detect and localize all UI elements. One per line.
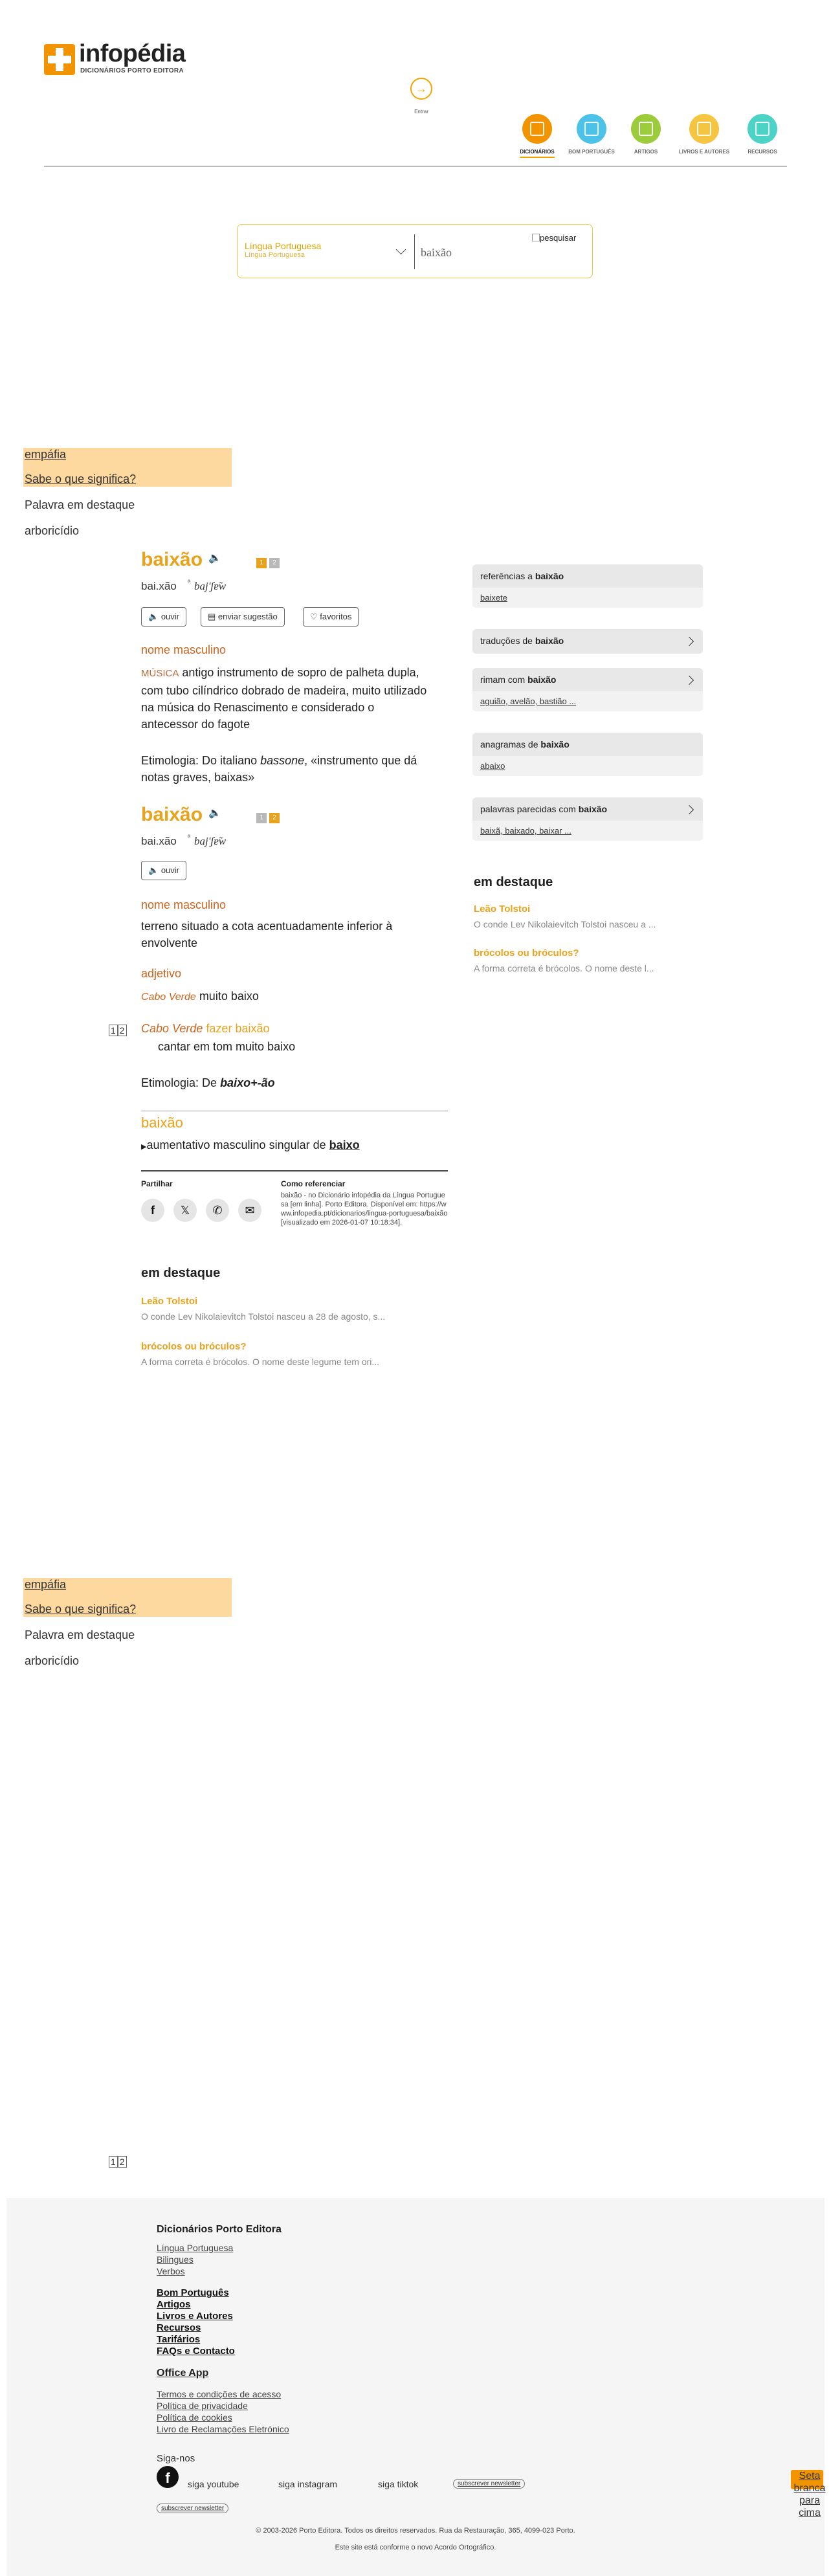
domain-label: MÚSICA [141, 668, 179, 679]
page-2[interactable]: 2 [118, 1025, 127, 1036]
nav-bom-portugues[interactable] [560, 114, 623, 155]
similar-words-panel[interactable] [472, 797, 703, 841]
panel-prefix: traduções de [480, 636, 535, 646]
sidebar-item-palavra[interactable]: Palavra em destaque [25, 1628, 135, 1641]
translations-panel[interactable] [472, 629, 703, 654]
youtube-link[interactable]: siga youtube [188, 2479, 239, 2489]
share-title: Partilhar [141, 1179, 173, 1188]
definition: terreno situado a cota acentuadamente inferior à envolvente [141, 920, 393, 949]
entry-badge[interactable]: 1 [256, 558, 267, 568]
inflection [141, 1137, 360, 1155]
page-2[interactable]: 2 [118, 2156, 127, 2168]
x-twitter-icon[interactable]: 𝕏 [173, 1199, 197, 1222]
footer-link[interactable]: Verbos [157, 2266, 185, 2276]
header-divider [44, 166, 787, 167]
cite-title: Como referenciar [281, 1179, 346, 1188]
footer [6, 2198, 825, 2576]
logo-mark[interactable] [44, 44, 75, 75]
etym-word: baixo+-ão [220, 1076, 275, 1089]
footer-link[interactable]: Bilingues [157, 2254, 194, 2265]
featured-item-title[interactable]: Leão Tolstoi [141, 1296, 198, 1307]
syllables: bai.xão [141, 835, 177, 847]
definition-text: muito baixo [199, 990, 259, 1003]
panel-links[interactable]: baixã, baixado, baixar ... [472, 821, 703, 841]
nav-dicionarios[interactable] [506, 114, 568, 158]
panel-title [472, 629, 703, 652]
pron-marker: ª [188, 579, 191, 586]
page-1[interactable]: 1 [109, 2156, 118, 2168]
panel-link[interactable]: abaixo [472, 756, 703, 776]
etym-prefix: Etimologia: De [141, 1076, 221, 1089]
inflection-text: aumentativo masculino singular de [146, 1138, 329, 1151]
search-button-label: pesquisar [540, 233, 577, 243]
footer-link[interactable]: Bom Português [157, 2287, 229, 2298]
footer-link[interactable]: Tarifários [157, 2334, 201, 2345]
sidebar-item-empafia[interactable]: empáfia [25, 448, 67, 461]
nav-livros-autores[interactable] [673, 114, 735, 155]
book-icon [522, 114, 552, 144]
grammar-label: nome masculino [141, 643, 227, 656]
tiktok-link[interactable]: siga tiktok [378, 2479, 419, 2489]
books-icon [689, 114, 719, 144]
document-icon [631, 114, 661, 144]
divider [141, 1170, 448, 1171]
pagination [109, 2157, 127, 2168]
featured-item-title[interactable]: brócolos ou bróculos? [141, 1341, 247, 1352]
etymology [141, 752, 445, 786]
nav-label: ARTIGOS [634, 149, 658, 155]
phrase [141, 1020, 269, 1037]
featured-item-text: O conde Lev Nikolaievitch Tolstoi nasceu a ... [474, 919, 656, 929]
footer-link[interactable]: Política de privacidade [157, 2401, 248, 2411]
nav-recursos[interactable] [731, 114, 793, 155]
entry-badge[interactable]: 2 [269, 558, 280, 568]
footer-dict-links [157, 2242, 233, 2277]
sidebar-item-arboricidio[interactable]: arboricídio [25, 1654, 80, 1667]
featured-item-text: A forma correta é brócolos. O nome deste l... [474, 963, 654, 973]
featured-item-title[interactable]: Leão Tolstoi [474, 904, 531, 915]
panel-link[interactable]: baixete [472, 588, 703, 608]
speaker-icon: 🔈 [148, 865, 161, 875]
footer-link[interactable]: Livro de Reclamações Eletrónico [157, 2424, 289, 2434]
grammar-label: nome masculino [141, 898, 227, 911]
listen-button[interactable] [141, 861, 186, 880]
featured-item-title[interactable]: brócolos ou bróculos? [474, 948, 579, 959]
entry-title: baixão [141, 549, 203, 570]
etym-word: bassone [260, 754, 305, 767]
panel-title [472, 668, 703, 691]
entry-badge[interactable]: 2 [269, 813, 280, 823]
nav-artigos[interactable] [615, 114, 677, 155]
definition [141, 988, 259, 1006]
login-icon[interactable]: → [410, 78, 432, 100]
favorites-label: favoritos [320, 612, 352, 621]
nav-label: DICIONÁRIOS [520, 149, 554, 158]
footer-link[interactable]: Livros e Autores [157, 2311, 233, 2322]
panel-prefix: anagramas de [480, 739, 541, 749]
etymology [141, 1074, 275, 1091]
panel-word: baixão [535, 636, 564, 646]
suggest-button[interactable] [201, 607, 285, 627]
page-1[interactable]: 1 [109, 1025, 118, 1036]
panel-title [472, 564, 703, 588]
panel-word: baixão [578, 804, 608, 814]
syllables: bai.xão [141, 580, 177, 592]
panel-title [472, 733, 703, 756]
footer-main-links [157, 2287, 235, 2357]
speaker-icon[interactable]: 🔈 [208, 553, 221, 564]
nav-label: LIVROS E AUTORES [678, 149, 730, 155]
panel-word: baixão [535, 571, 564, 581]
nav-label: BOM PORTUGUÊS [568, 149, 615, 155]
pron-marker: ª [188, 834, 191, 841]
footer-link[interactable]: Política de cookies [157, 2412, 232, 2423]
inflection-link[interactable]: baixo [329, 1138, 360, 1151]
sidebar-item-sabe[interactable]: Sabe o que significa? [25, 1603, 137, 1616]
footer-legal-links [157, 2388, 289, 2435]
newsletter-button[interactable]: subscrever newsletter [453, 2479, 525, 2489]
whatsapp-icon[interactable]: ✆ [206, 1199, 229, 1222]
footer-link[interactable]: Recursos [157, 2322, 201, 2333]
back-to-top-label[interactable]: Seta branca para cima [793, 2471, 826, 2518]
rhymes-panel[interactable] [472, 668, 703, 711]
footer-heading: Dicionários Porto Editora [157, 2224, 282, 2235]
entry-badge[interactable]: 1 [256, 813, 267, 823]
listen-button[interactable] [141, 607, 186, 627]
listen-label: ouvir [161, 865, 179, 875]
favorites-button[interactable] [303, 607, 359, 627]
language-select-sub: Língua Portuguesa [245, 251, 305, 259]
triangle-icon: ▶ [141, 1143, 147, 1151]
newsletter-button-2[interactable]: subscrever newsletter [157, 2504, 228, 2513]
orthographic-agreement: Este site está conforme o novo Acordo Ortográfico. [335, 2544, 496, 2551]
etym-rest: , «instrumento que dá notas graves, baixas» [141, 754, 417, 784]
featured-title: em destaque [141, 1266, 221, 1280]
featured-item-text: A forma correta é brócolos. O nome deste legume tem ori... [141, 1357, 380, 1367]
footer-link[interactable]: Língua Portuguesa [157, 2243, 234, 2253]
search-separator [414, 234, 415, 269]
panel-title [472, 797, 703, 821]
pencil-icon [577, 114, 606, 144]
phrase-definition: cantar em tom muito baixo [158, 1040, 296, 1053]
featured-title: em destaque [474, 875, 553, 889]
facebook-icon[interactable]: f [141, 1199, 164, 1222]
pronunciation: baj'ʃɐ̃w [194, 580, 227, 592]
language-select[interactable]: Língua Portuguesa [245, 241, 322, 251]
etym-prefix: Etimologia: Do italiano [141, 754, 261, 767]
definition [141, 664, 428, 733]
suggest-label: enviar sugestão [217, 612, 278, 621]
office-app-link[interactable]: Office App [157, 2368, 209, 2379]
panel-prefix: referências a [480, 571, 535, 581]
instagram-link[interactable]: siga instagram [278, 2479, 338, 2489]
region-label: Cabo Verde [141, 1022, 203, 1035]
panel-word: baixão [527, 674, 557, 685]
broken-image-icon [532, 234, 540, 241]
login-label[interactable]: Entrar [414, 109, 428, 115]
pagination [109, 1025, 127, 1037]
speaker-icon[interactable]: 🔈 [208, 808, 221, 819]
cite-text: baixão - no Dicionário infopédia da Língua Portuguesa [em linha]. Porto Editora. Disponível em: https://www.infopedia.pt/dicionarios/lingua-portuguesa/baixão [visualizado em 2026-01-07 10:18:34]. [281, 1192, 448, 1227]
email-icon[interactable]: ✉ [238, 1199, 261, 1222]
panel-word: baixão [540, 739, 570, 749]
sidebar-item-empafia[interactable]: empáfia [25, 1578, 67, 1591]
logo-text[interactable]: infopédia [79, 40, 186, 67]
search-resource-icon [748, 114, 777, 144]
footer-link[interactable]: Termos e condições de acesso [157, 2389, 282, 2399]
sidebar-item-palavra[interactable]: Palavra em destaque [25, 498, 135, 511]
references-panel [472, 564, 703, 608]
sidebar-item-arboricidio[interactable]: arboricídio [25, 524, 80, 537]
region-label: Cabo Verde [141, 992, 196, 1003]
heart-icon: ♡ [310, 612, 320, 621]
phrase-text: fazer baixão [206, 1022, 270, 1035]
panel-prefix: palavras parecidas com [480, 804, 579, 814]
panel-links[interactable]: aguião, avelão, bastião ... [472, 691, 703, 711]
follow-label: Siga-nos [157, 2453, 195, 2464]
search-input[interactable] [419, 242, 532, 263]
logo-subtitle: DICIONÁRIOS PORTO EDITORA [80, 67, 184, 74]
search-button[interactable] [532, 233, 576, 243]
pronunciation: baj'ʃɐ̃w [194, 835, 227, 847]
grammar-label: adjetivo [141, 967, 182, 980]
footer-link[interactable]: FAQs e Contacto [157, 2346, 235, 2357]
facebook-icon[interactable]: f [157, 2466, 179, 2488]
entry-title: baixão [141, 1115, 183, 1131]
footer-link[interactable]: Artigos [157, 2299, 191, 2310]
panel-prefix: rimam com [480, 674, 528, 685]
sidebar-item-sabe[interactable]: Sabe o que significa? [25, 472, 137, 485]
anagrams-panel [472, 733, 703, 776]
speaker-icon: 🔈 [148, 612, 161, 621]
suggest-icon: ▤ [208, 612, 218, 621]
copyright: © 2003-2026 Porto Editora. Todos os direitos reservados. Rua da Restauração, 365, 4099-023 Porto. [256, 2527, 575, 2535]
entry-title: baixão [141, 804, 203, 825]
definition-text: antigo instrumento de sopro de palheta dupla, com tubo cilíndrico dobrado de madeira, muito utilizado na música do Renascimento e considerado o antecessor do fagote [141, 666, 427, 731]
nav-label: RECURSOS [748, 149, 777, 155]
listen-label: ouvir [161, 612, 179, 621]
featured-item-text: O conde Lev Nikolaievitch Tolstoi nasceu a 28 de agosto, s... [141, 1311, 386, 1322]
